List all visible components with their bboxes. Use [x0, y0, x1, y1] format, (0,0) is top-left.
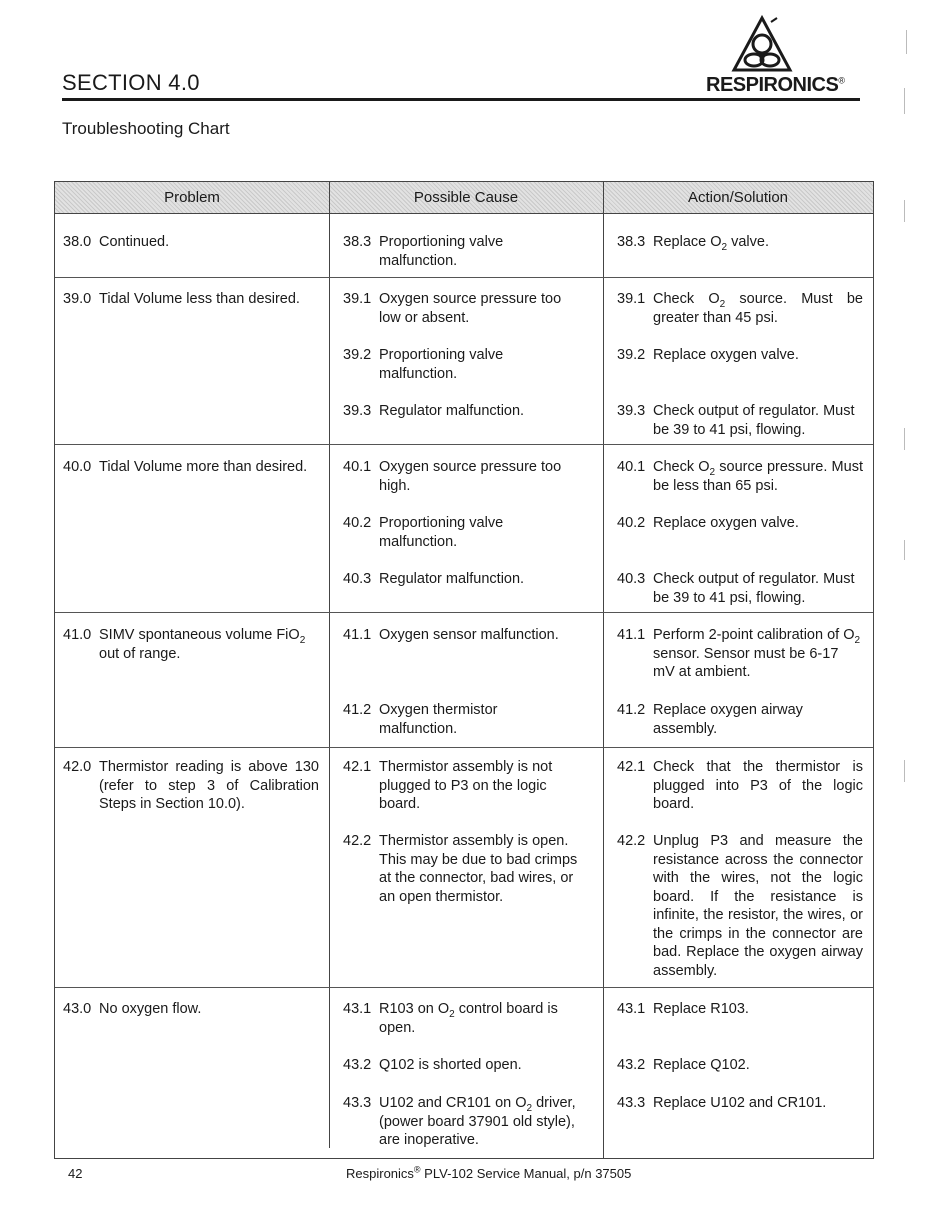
action-42-2: 42.2 Unplug P3 and measure the resistance across the connector with the wires, not the logic board. If the resistance is infinite, the resistor, the wires, or the crimps in the connector are bad. Replace the oxygen airway assembly.: [617, 833, 863, 979]
action-38-3: 38.3 Replace $O_2$ valve.: [617, 234, 769, 253]
problem-41: 41.0 SIMV spontaneous volume FiO$_2$ out of range.: [63, 627, 306, 662]
cause-39-2: 39.2 Proportioning valve malfunction.: [343, 347, 504, 382]
problem-40: 40.0 Tidal Volume more than desired.: [63, 459, 308, 475]
respironics-emblem-icon: [730, 14, 794, 76]
problem-38: 38.0 Continued.: [63, 234, 170, 250]
action-43-2: 43.2 Replace Q102.: [617, 1057, 750, 1073]
cause-39-1: 39.1 Oxygen source pressure too low or absent.: [343, 291, 562, 326]
scan-edge-mark: [904, 540, 909, 560]
column-header-action: Action/Solution: [687, 189, 789, 206]
column-divider: [329, 182, 330, 1148]
page-number: 42: [68, 1166, 83, 1181]
cause-43-3: 43.3 U102 and CR101 on $O_2$ driver, (power board 37901 old style), are inoperative.: [343, 1095, 576, 1148]
manual-title: Respironics® PLV-102 Service Manual, p/n 37505: [346, 1164, 632, 1181]
row-divider: [55, 612, 873, 613]
action-39-3: 39.3 Check output of regulator. Must be 39 to 41 psi, flowing.: [617, 403, 855, 438]
table-header: [55, 182, 873, 214]
cause-41-2: 41.2 Oxygen thermistor malfunction.: [343, 702, 498, 737]
respironics-logo: [700, 14, 870, 96]
action-43-1: 43.1 Replace R103.: [617, 1001, 749, 1017]
action-39-1: 39.1 Check $O_2$ source. Must be greater than 45 psi.: [617, 291, 863, 326]
cause-41-1: 41.1 Oxygen sensor malfunction.: [343, 627, 559, 643]
action-41-1: 41.1 Perform 2-point calibration of $O_2$ sensor. Sensor must be 6-17 mV at ambient.: [617, 627, 861, 680]
scan-edge-mark: [904, 88, 909, 114]
action-39-2: 39.2 Replace oxygen valve.: [617, 347, 799, 363]
row-divider: [55, 747, 873, 748]
action-43-3: 43.3 Replace U102 and CR101.: [617, 1095, 827, 1111]
cause-40-3: 40.3 Regulator malfunction.: [343, 571, 525, 587]
column-header-problem: Problem: [164, 189, 220, 206]
action-40-2: 40.2 Replace oxygen valve.: [617, 515, 799, 531]
scan-edge-mark: [904, 200, 909, 222]
scan-edge-mark: [904, 428, 909, 450]
cause-39-3: 39.3 Regulator malfunction.: [343, 403, 525, 419]
column-header-cause: Possible Cause: [413, 189, 519, 206]
action-40-3: 40.3 Check output of regulator. Must be 39 to 41 psi, flowing.: [617, 571, 855, 606]
problem-39: 39.0 Tidal Volume less than desired.: [63, 291, 300, 307]
action-40-1: 40.1 Check $O_2$ source pressure. Must be less than 65 psi.: [617, 459, 863, 494]
cause-42-2: 42.2 Thermistor assembly is open. This may be due to bad crimps at the connector, bad wires, or an open thermistor.: [343, 833, 578, 905]
problem-42: 42.0 Thermistor reading is above 130 (refer to step 3 of Calibration Steps in Section 10.0).: [63, 759, 319, 812]
row-divider: [55, 444, 873, 445]
cause-38-3: 38.3 Proportioning valve malfunction.: [343, 234, 504, 269]
cause-43-2: 43.2 Q102 is shorted open.: [343, 1057, 522, 1073]
cause-40-1: 40.1 Oxygen source pressure too high.: [343, 459, 562, 494]
scan-edge-mark: [906, 30, 911, 54]
cause-42-1: 42.1 Thermistor assembly is not plugged to P3 on the logic board.: [343, 759, 553, 812]
header-rule: [62, 98, 860, 101]
row-divider: [55, 987, 873, 988]
column-divider: [603, 182, 604, 1158]
page-subtitle: Troubleshooting Chart: [62, 119, 230, 138]
action-42-1: 42.1 Check that the thermistor is plugged into P3 of the logic board.: [617, 759, 863, 812]
scan-edge-mark: [904, 760, 909, 782]
cause-40-2: 40.2 Proportioning valve malfunction.: [343, 515, 504, 550]
problem-43: 43.0 No oxygen flow.: [63, 1001, 202, 1017]
row-divider: [55, 277, 873, 278]
brand-name: RESPIRONICS®: [706, 74, 845, 96]
cause-43-1: 43.1 R103 on $O_2$ control board is open.: [343, 1001, 558, 1036]
action-41-2: 41.2 Replace oxygen airway assembly.: [617, 702, 803, 737]
troubleshooting-table: [54, 181, 874, 1159]
section-title: SECTION 4.0: [62, 70, 200, 95]
